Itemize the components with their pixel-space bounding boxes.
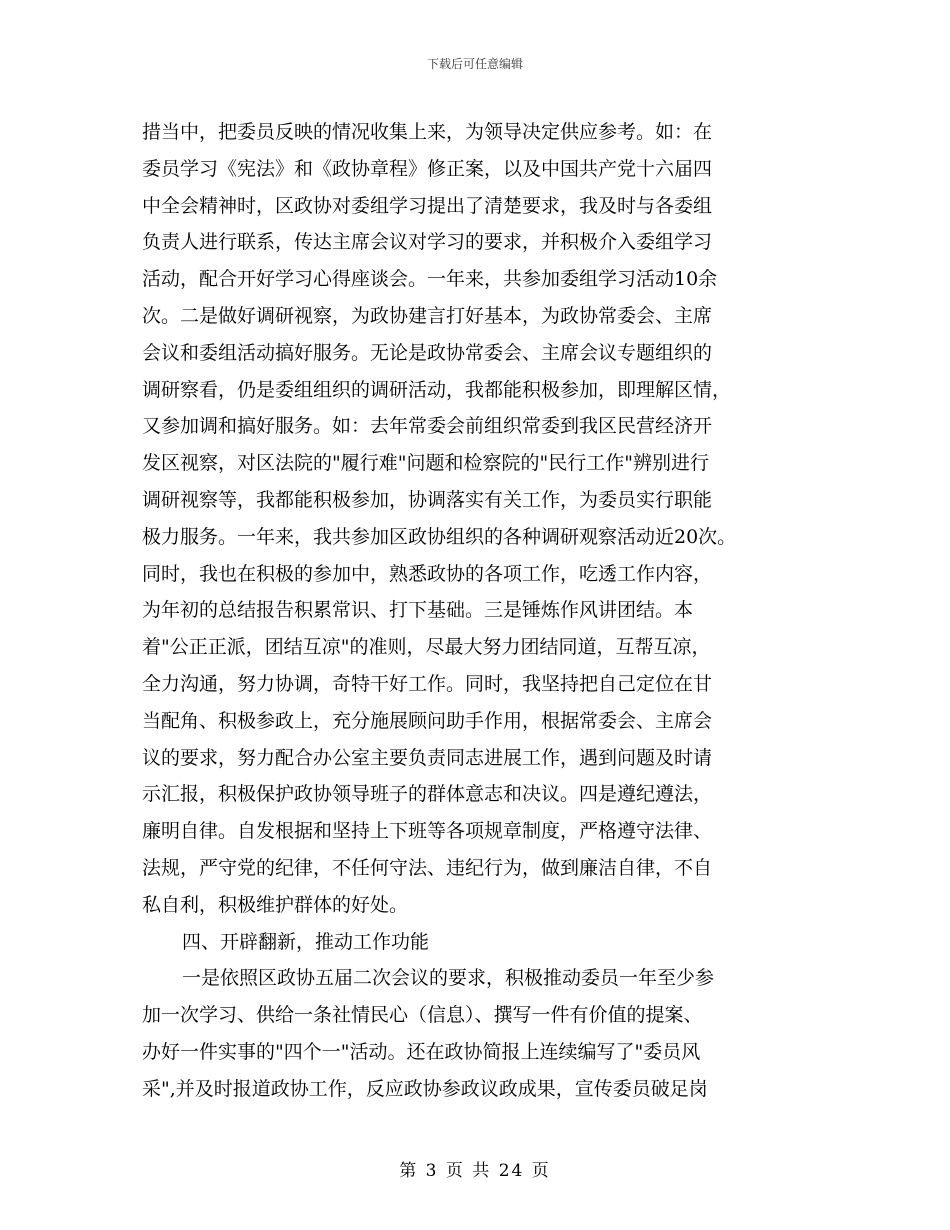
text-line: 当配角、积极参政上，充分施展顾问助手作用，根据常委会、主席会 xyxy=(142,709,713,732)
text-line: 着"公正正派，团结互凉"的准则，尽最大努力团结同道，互帮互凉， xyxy=(142,636,711,659)
page-header: 下载后可任意编辑 xyxy=(426,57,523,71)
text-line: 中全会精神时，区政协对委组学习提出了清楚要求，我及时与各委组 xyxy=(142,194,713,217)
page-number-footer: 第 3 页 共 24 页 xyxy=(399,1161,551,1181)
text-line: 廉明自律。自发根据和坚持上下班等各项规章制度，严格遵守法律、 xyxy=(142,820,713,843)
text-line: 同时，我也在积极的参加中，熟悉政协的各项工作，吃透工作内容， xyxy=(142,562,713,585)
text-line: 极力服务。一年来，我共参加区政协组织的各种调研观察活动近20次。 xyxy=(142,525,737,548)
text-line: 活动，配合开好学习心得座谈会。一年来，共参加委组学习活动10余 xyxy=(142,268,718,291)
text-line: 措当中，把委员反映的情况收集上来，为领导决定供应参考。如：在 xyxy=(142,121,713,143)
text-line: 调研视察等，我都能积极参加，协调落实有关工作，为委员实行职能 xyxy=(142,488,713,511)
text-line: 次。二是做好调研视察，为政协建言打好基本，为政协常委会、主席 xyxy=(142,304,713,327)
text-line: 为年初的总结报告积累常识、打下基础。三是锤炼作风讲团结。本 xyxy=(142,599,694,622)
text-line: 议的要求，努力配合办公室主要负责同志进展工作，遇到问题及时请 xyxy=(142,746,713,769)
text-line: 委员学习《宪法》和《政协章程》修正案，以及中国共产党十六届四 xyxy=(142,157,713,180)
text-line: 又参加调和搞好服务。如：去年常委会前组织常委到我区民营经济开 xyxy=(142,415,713,438)
text-line: 私自利，积极维护群体的好处。 xyxy=(142,893,409,916)
text-line: 加一次学习、供给一条社情民心（信息）、撰写一件有价值的提案、 xyxy=(142,1004,703,1027)
text-line: 法规，严守党的纪律，不任何守法、违纪行为，做到廉洁自律，不自 xyxy=(142,856,713,879)
text-line: 调研察看，仍是委组组织的调研活动，我都能积极参加，即理解区情， xyxy=(142,378,732,401)
text-line: 全力沟通，努力协调，奇特干好工作。同时，我坚持把自己定位在甘 xyxy=(142,672,713,695)
paragraph-first-line: 一是依照区政协五届二次会议的要求，积极推动委员一年至少参 xyxy=(182,967,715,990)
text-line: 示汇报，积极保护政协领导班子的群体意志和决议。四是遵纪遵法， xyxy=(142,783,713,806)
text-line: 发区视察，对区法院的"履行难"问题和检察院的"民行工作"辨别进行 xyxy=(142,452,709,475)
document-body xyxy=(142,114,822,1108)
section-heading: 四、开辟翻新，推动工作功能 xyxy=(182,930,430,953)
text-line: 会议和委组活动搞好服务。无论是政协常委会、主席会议专题组织的 xyxy=(142,341,713,364)
text-line: 办好一件实事的"四个一"活动。还在政协简报上连续编写了"委员风 xyxy=(142,1040,701,1063)
text-line: 负责人进行联系，传达主席会议对学习的要求，并积极介入委组学习 xyxy=(142,231,713,254)
text-line: 采",并及时报道政协工作，反应政协参政议政成果，宣传委员破足岗 xyxy=(142,1077,708,1100)
